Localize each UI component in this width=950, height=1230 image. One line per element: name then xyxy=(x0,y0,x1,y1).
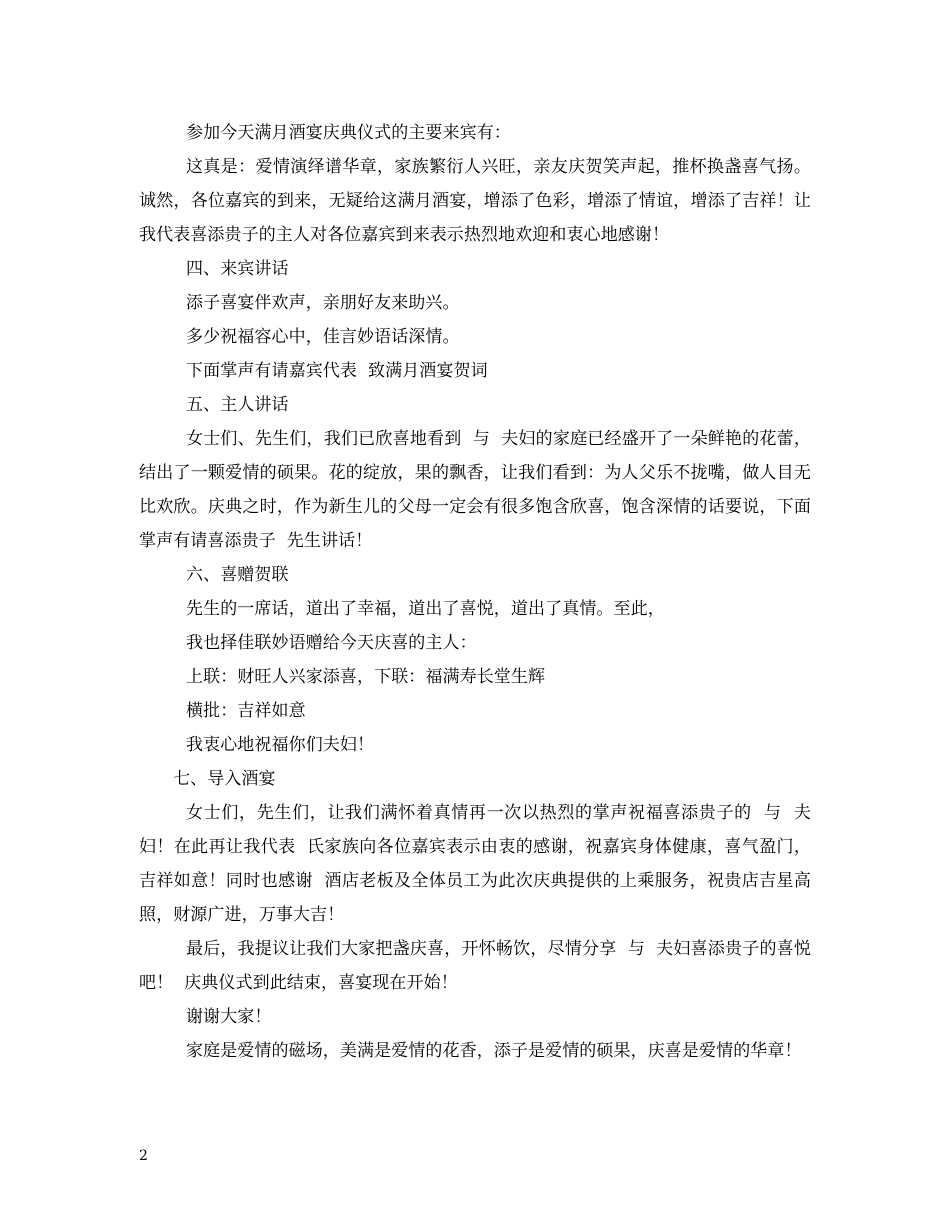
paragraph-welcome: 这真是：爱情演绎谱华章，家族繁衍人兴旺，亲友庆贺笑声起，推杯换盏喜气扬。诚然，各位嘉宾的到来，无疑给这满月酒宴，增添了色彩，增添了情谊，增添了吉祥！让我代表喜添贵子的主人对各位嘉宾到来表示热烈地欢迎和衷心地感谢！ xyxy=(139,157,811,245)
document-body xyxy=(139,116,811,1068)
paragraph-blessing: 我衷心地祝福你们夫妇！ xyxy=(186,735,375,755)
paragraph-host-intro: 女士们、先生们，我们已欣喜地看到 与 夫妇的家庭已经盛开了一朵鲜艳的花蕾，结出了一颗爱情的硕果。花的绽放，果的飘香，让我们看到：为人父乐不拢嘴，做人目无比欢欣。庆典之时，作为新生儿的父母一定会有很多饱含欣喜，饱含深情的话要说，下面掌声有请喜添贵子 先生讲话！ xyxy=(139,429,811,551)
paragraph-thanks: 女士们，先生们，让我们满怀着真情再一次以热烈的掌声祝福喜添贵子的 与 夫妇！在此再让我代表 氏家族向各位嘉宾表示由衷的感谢，祝嘉宾身体健康，喜气盈门，吉祥如意！同时也感谢 酒店老板及全体员工为此次庆典提供的上乘服务，祝贵店吉星高照，财源广进，万事大吉！ xyxy=(139,803,811,925)
section-heading-banquet: 七、导入酒宴 xyxy=(173,769,276,789)
paragraph-verse-2: 多少祝福容心中，佳言妙语话深情。 xyxy=(186,327,460,347)
paragraph-couplet-intro: 我也择佳联妙语赠给今天庆喜的主人： xyxy=(186,633,477,653)
paragraph-toast: 最后，我提议让我们大家把盏庆喜，开怀畅饮，尽情分享 与 夫妇喜添贵子的喜悦吧！ 庆典仪式到此结束，喜宴现在开始！ xyxy=(139,939,811,993)
section-heading-host-speech: 五、主人讲话 xyxy=(186,395,289,415)
section-heading-couplet: 六、喜赠贺联 xyxy=(186,565,289,585)
page-number: 2 xyxy=(139,1148,148,1164)
paragraph-couplet-banner: 横批：吉祥如意 xyxy=(186,701,306,721)
paragraph-thank-you: 谢谢大家！ xyxy=(186,1007,272,1027)
paragraph-closing: 家庭是爱情的磁场，美满是爱情的花香，添子是爱情的硕果，庆喜是爱情的华章！ xyxy=(186,1041,802,1061)
section-heading-guest-speech: 四、来宾讲话 xyxy=(186,259,289,279)
paragraph-after-speech: 先生的一席话，道出了幸福，道出了喜悦，道出了真情。至此， xyxy=(186,599,665,619)
paragraph-couplet-lines: 上联：财旺人兴家添喜，下联：福满寿长堂生辉 xyxy=(186,667,546,687)
paragraph-verse-1: 添子喜宴伴欢声，亲朋好友来助兴。 xyxy=(186,293,460,313)
paragraph-guest-invite: 下面掌声有请嘉宾代表 致满月酒宴贺词 xyxy=(186,361,488,381)
paragraph-guests-intro: 参加今天满月酒宴庆典仪式的主要来宾有： xyxy=(186,123,511,143)
